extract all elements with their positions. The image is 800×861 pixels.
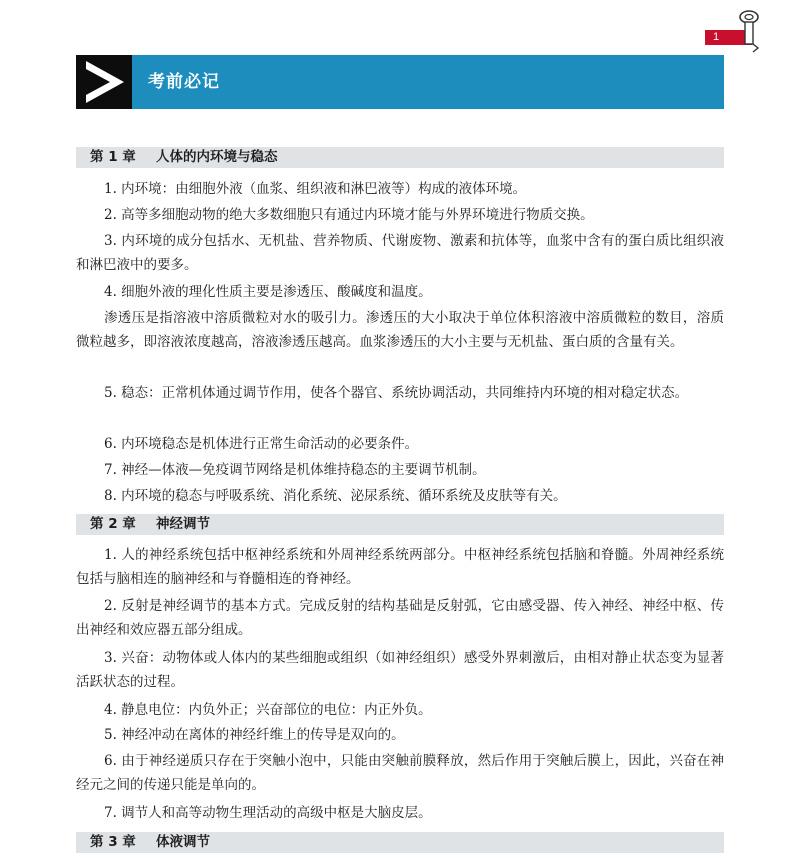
chapter-title: 神经调节 <box>156 516 210 532</box>
chevron-right-icon <box>76 55 132 109</box>
chapter-heading-2 <box>76 514 724 535</box>
paragraph: 4. 静息电位：内负外正；兴奋部位的电位：内正外负。 <box>104 702 432 718</box>
paragraph: 7. 调节人和高等动物生理活动的高级中枢是大脑皮层。 <box>104 805 432 821</box>
paragraph: 6. 由于神经递质只存在于突触小泡中，只能由突触前膜释放，然后作用于突触后膜上，因此，兴奋在神经元之间的传递只能是单向的。 <box>76 753 724 793</box>
paragraph: 渗透压是指溶液中溶质微粒对水的吸引力。渗透压的大小取决于单位体积溶液中溶质微粒的数目，溶质微粒越多，即溶液浓度越高，溶液渗透压越高。血浆渗透压的大小主要与无机盐、蛋白质的含量有关。 <box>76 310 724 350</box>
chapter-heading-1 <box>76 147 724 168</box>
page-number-badge: 1 <box>705 30 752 45</box>
chapter-title: 人体的内环境与稳态 <box>156 149 278 165</box>
paragraph: 4. 细胞外液的理化性质主要是渗透压、酸碱度和温度。 <box>104 284 432 300</box>
paragraph: 6. 内环境稳态是机体进行正常生命活动的必要条件。 <box>104 436 419 452</box>
banner-title: 考前必记 <box>148 72 220 92</box>
paragraph: 2. 反射是神经调节的基本方式。完成反射的结构基础是反射弧，它由感受器、传入神经、神经中枢、传出神经和效应器五部分组成。 <box>76 598 724 638</box>
paragraph: 2. 高等多细胞动物的绝大多数细胞只有通过内环境才能与外界环境进行物质交换。 <box>104 207 594 223</box>
paragraph: 1. 人的神经系统包括中枢神经系统和外周神经系统两部分。中枢神经系统包括脑和脊髓。外周神经系统包括与脑相连的脑神经和与脊髓相连的脊神经。 <box>76 547 724 587</box>
section-banner <box>76 55 724 109</box>
paragraph: 8. 内环境的稳态与呼吸系统、消化系统、泌尿系统、循环系统及皮肤等有关。 <box>104 488 567 504</box>
pushpin-icon <box>736 8 766 56</box>
chapter-number: 第 1 章 <box>90 149 136 165</box>
paragraph: 7. 神经—体液—免疫调节网络是机体维持稳态的主要调节机制。 <box>104 462 486 478</box>
chapter-number: 第 3 章 <box>90 834 136 850</box>
chapter-number: 第 2 章 <box>90 516 136 532</box>
paragraph: 3. 兴奋：动物体或人体内的某些细胞或组织（如神经组织）感受外界刺激后，由相对静止状态变为显著活跃状态的过程。 <box>76 650 724 690</box>
chapter-heading-3 <box>76 832 724 853</box>
chapter-title: 体液调节 <box>156 834 210 850</box>
paragraph: 5. 稳态：正常机体通过调节作用，使各个器官、系统协调活动，共同维持内环境的相对稳定状态。 <box>104 385 689 401</box>
paragraph: 5. 神经冲动在离体的神经纤维上的传导是双向的。 <box>104 727 405 743</box>
paragraph: 3. 内环境的成分包括水、无机盐、营养物质、代谢废物、激素和抗体等，血浆中含有的蛋白质比组织液和淋巴液中的要多。 <box>76 233 724 273</box>
paragraph: 1. 内环境：由细胞外液（血浆、组织液和淋巴液等）构成的液体环境。 <box>104 181 527 197</box>
